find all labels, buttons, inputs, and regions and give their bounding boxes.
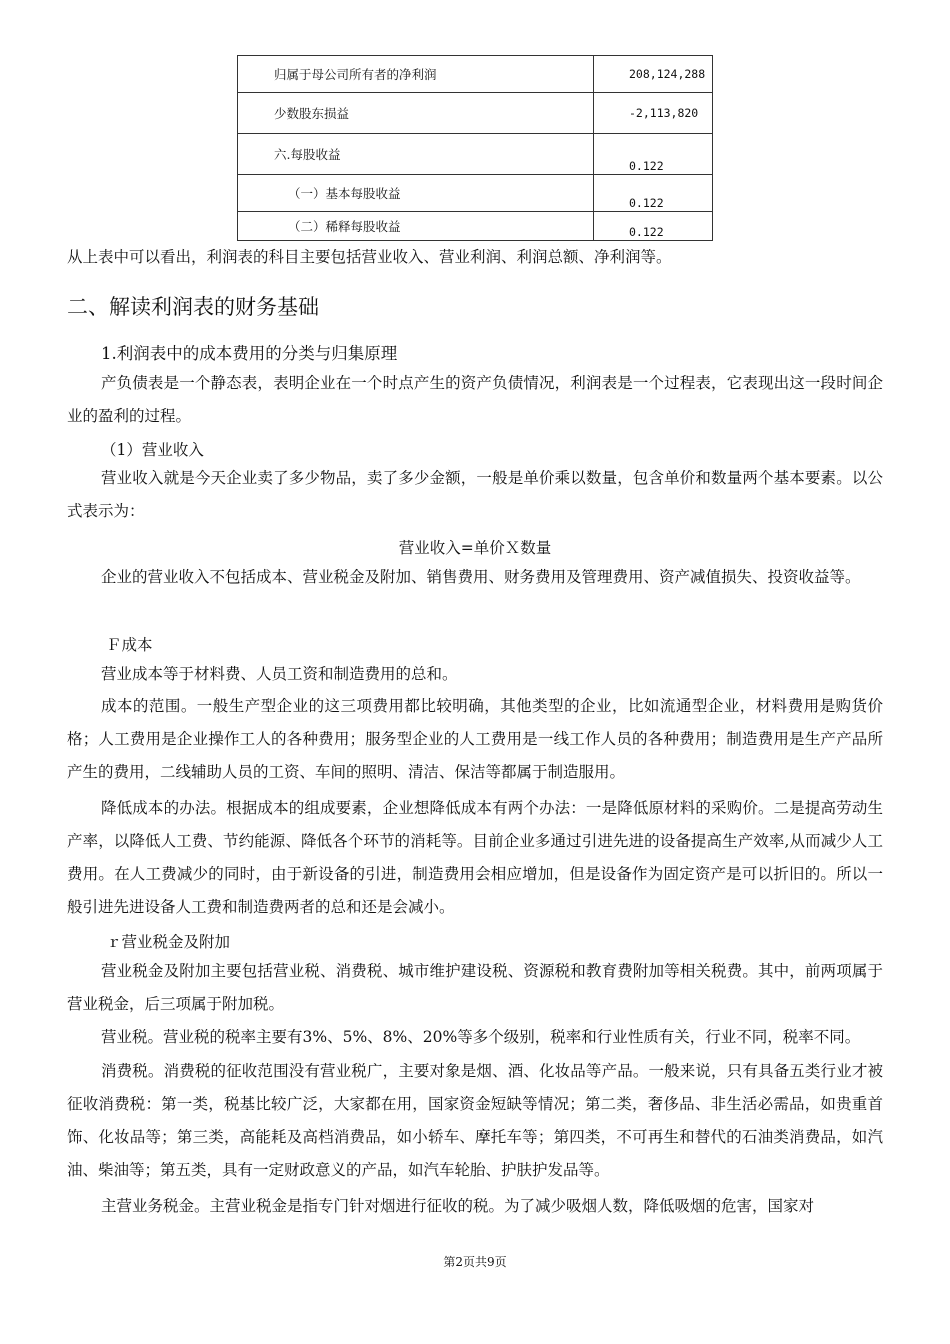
paragraph: 营业税金及附加主要包括营业税、消费税、城市维护建设税、资源税和教育费附加等相关税费。其中，前两项属于营业税金，后三项属于附加税。 (67, 962, 883, 1013)
paragraph: 消费税。消费税的征收范围没有营业税广，主要对象是烟、酒、化妆品等产品。一般来说，只有具备五类行业才被征收消费税：第一类，税基比较广泛，大家都在用，国家资金短缺等情况；第二类，奢侈品、非生活必需品，如贵重首饰、化妆品等；第三类，高能耗及高档消费品，如小轿车、摩托车等；第四类，不可再生和替代的石油类消费品，如汽油、柴油等；第五类，具有一定财政意义的产品，如汽车轮胎、护肤护发品等。 (67, 1062, 883, 1179)
paragraph: 降低成本的办法。根据成本的组成要素，企业想降低成本有两个办法：一是降低原材料的采购价。二是提高劳动生产率，以降低人工费、节约能源、降低各个环节的消耗等。目前企业多通过引进先进的设备提高生产效率,从而减少人工费用。在人工费减少的同时，由于新设备的引进，制造费用会相应增加，但是设备作为固定资产是可以折旧的。所以一般引进先进设备人工费和制造费两者的总和还是会减小。 (67, 799, 883, 916)
table-cell-value: 0.122 (594, 134, 713, 175)
table-cell-value: 0.122 (594, 175, 713, 212)
table-cell-label: 少数股东损益 (238, 93, 594, 134)
paragraph: 营业成本等于材料费、人员工资和制造费用的总和。 (101, 665, 458, 683)
formula: 营业收入=单价Ｘ数量 (398, 539, 552, 557)
table-summary: 从上表中可以看出，利润表的科目主要包括营业收入、营业利润、利润总额、净利润等。 (67, 248, 672, 266)
paragraph: 营业税。营业税的税率主要有3%、5%、8%、20%等多个级别，税率和行业性质有关，行业不同，税率不同。 (101, 1028, 861, 1046)
item-heading: （1）营业收入 (101, 441, 204, 459)
table-row (238, 93, 713, 134)
table-cell-label: （二）稀释每股收益 (238, 212, 594, 241)
section-heading: 二、解读利润表的财务基础 (67, 295, 319, 319)
item-heading: ｒ营业税金及附加 (106, 933, 231, 951)
item-heading: Ｆ成本 (106, 636, 153, 654)
table-cell-label: （一）基本每股收益 (238, 175, 594, 212)
paragraph: 成本的范围。一般生产型企业的这三项费用都比较明确，其他类型的企业，比如流通型企业，材料费用是购货价格；人工费用是企业操作工人的各种费用；服务型企业的人工费用是一线工作人员的各种费用；制造费用是生产产品所产生的费用，二线辅助人员的工资、车间的照明、清洁、保洁等都属于制造服用。 (67, 697, 883, 781)
table-cell-value: -2,113,820 (594, 93, 713, 134)
page-number: 第2页共9页 (443, 1255, 507, 1269)
table-cell-label: 六.每股收益 (238, 134, 594, 175)
paragraph: 产负债表是一个静态表，表明企业在一个时点产生的资产负债情况，利润表是一个过程表，它表现出这一段时间企业的盈利的过程。 (67, 374, 883, 425)
table-cell-value: 0.122 (594, 212, 713, 241)
table-row (238, 56, 713, 93)
table-row (238, 175, 713, 212)
table-cell-value: 208,124,288 (594, 56, 713, 93)
paragraph: 营业收入就是今天企业卖了多少物品，卖了多少金额，一般是单价乘以数量，包含单价和数量两个基本要素。以公式表示为： (67, 469, 883, 520)
subsection-heading: 1.利润表中的成本费用的分类与归集原理 (101, 344, 398, 363)
table-row (238, 134, 713, 175)
income-table (237, 55, 713, 241)
table-cell-label: 归属于母公司所有者的净利润 (238, 56, 594, 93)
paragraph: 企业的营业收入不包括成本、营业税金及附加、销售费用、财务费用及管理费用、资产减值损失、投资收益等。 (101, 568, 861, 586)
table-row (238, 212, 713, 241)
paragraph: 主营业务税金。主营业税金是指专门针对烟进行征收的税。为了减少吸烟人数，降低吸烟的危害，国家对 (101, 1197, 815, 1215)
